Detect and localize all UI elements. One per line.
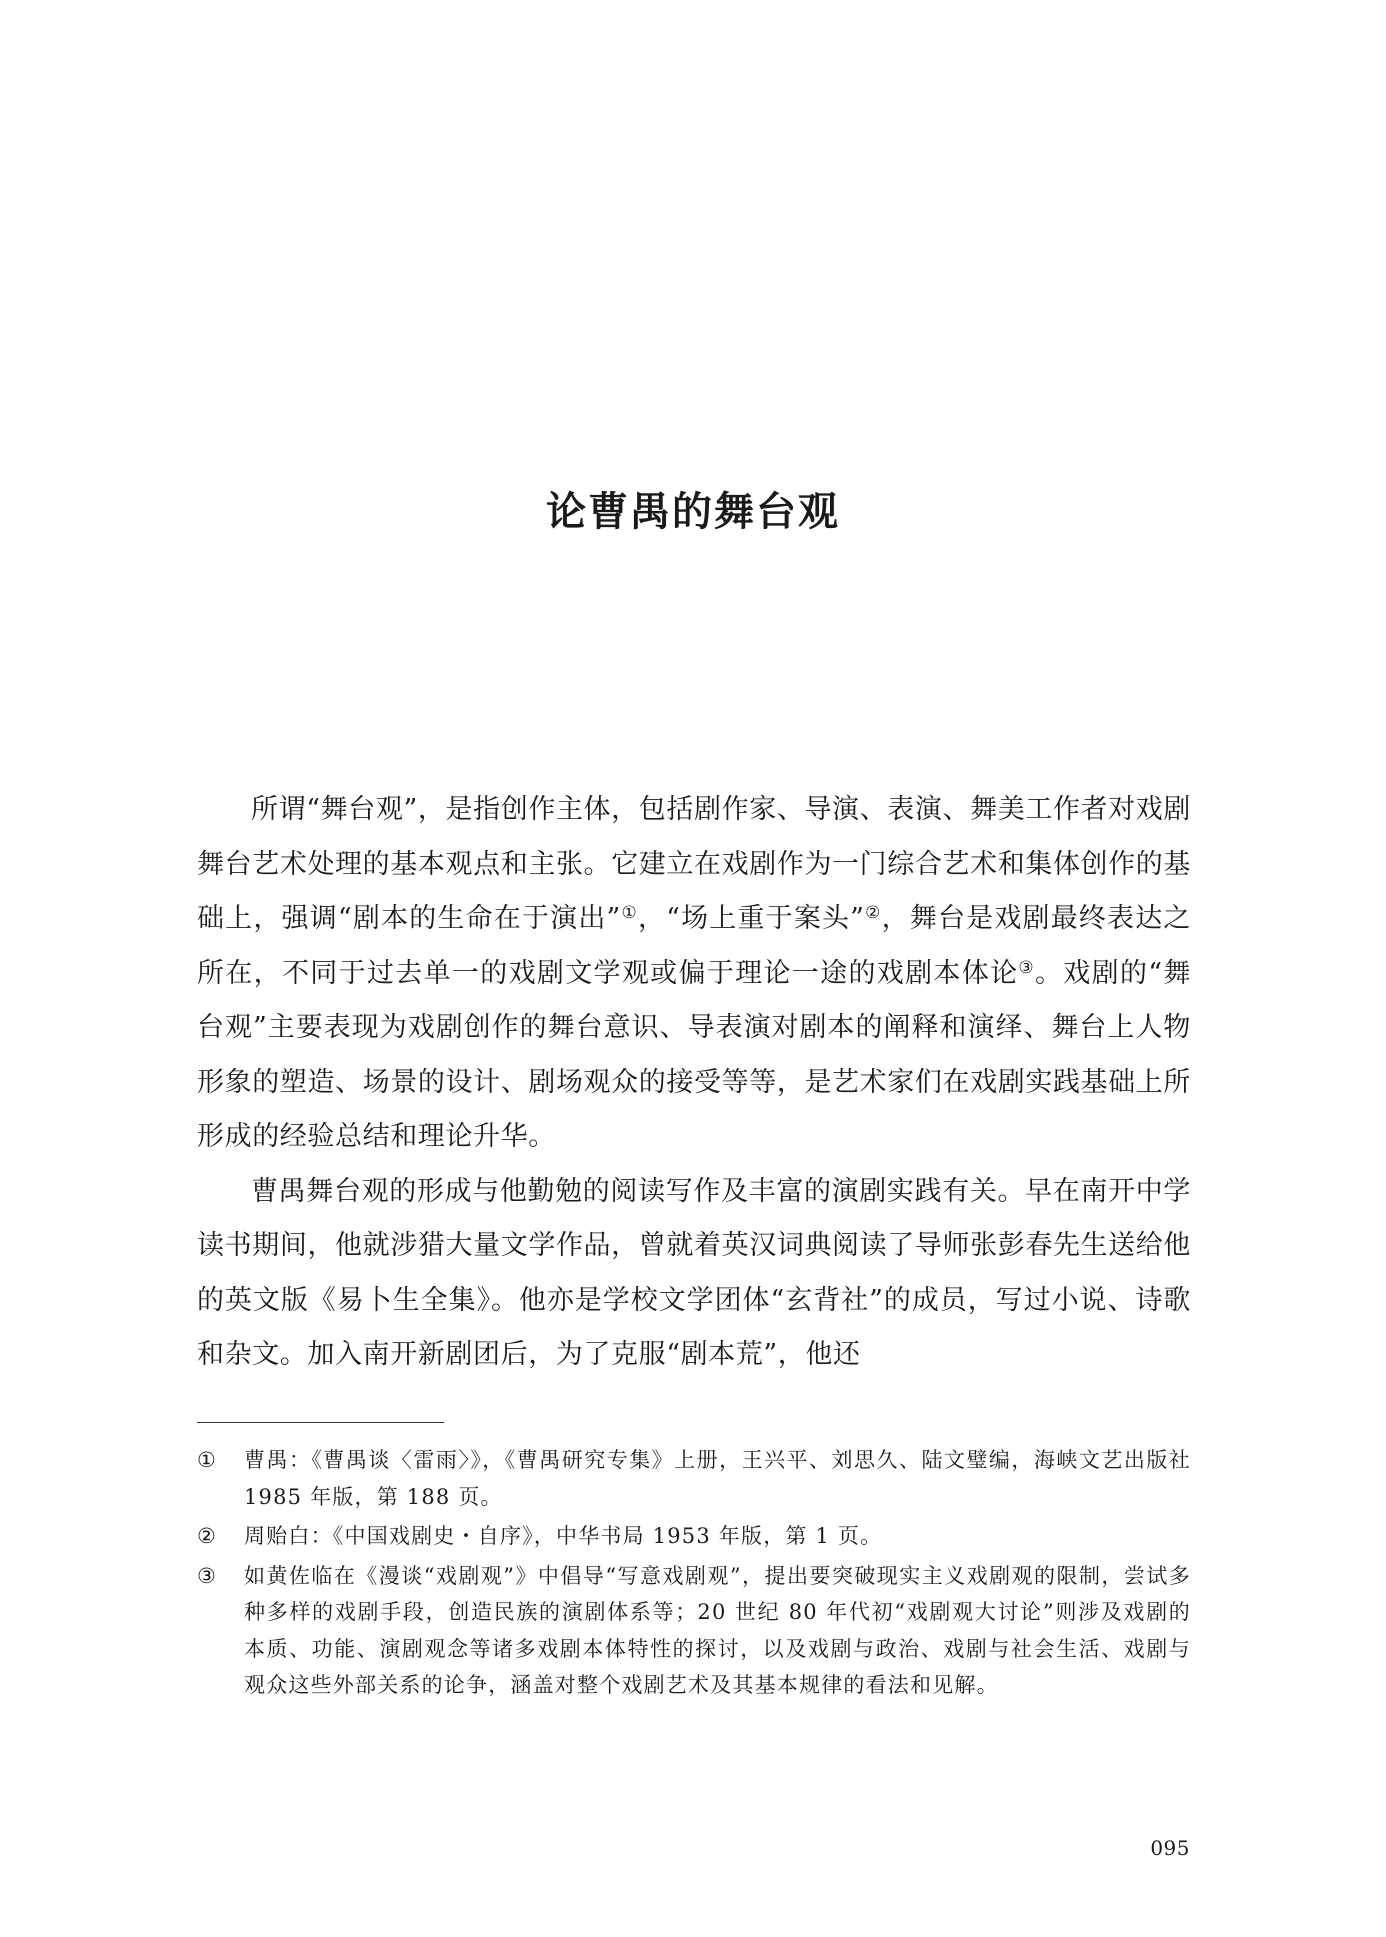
footnote-ref-2: ② xyxy=(864,903,882,923)
page-number: 095 xyxy=(1150,1836,1190,1860)
footnotes xyxy=(197,1442,1191,1707)
footnote-3 xyxy=(197,1558,1191,1704)
chapter-title: 论曹禺的舞台观 xyxy=(546,488,840,535)
footnote-3-text: 如黄佐临在《漫谈“戏剧观”》中倡导“写意戏剧观”，提出要突破现实主义戏剧观的限制，尝试多种多样的戏剧手段，创造民族的演剧体系等；20 世纪 80 年代初“戏剧观大讨论”则涉及戏剧的本质、功能、演剧观念等诸多戏剧本体特性的探讨，以及戏剧与政治、戏剧与社会生活、戏剧与观众这些外部关系的论争，涵盖对整个戏剧艺术及其基本规律的看法和见解。 xyxy=(244,1563,1191,1697)
footnote-2 xyxy=(197,1518,1191,1555)
footnote-2-mark: ② xyxy=(197,1524,218,1548)
footnote-ref-1: ① xyxy=(620,903,638,923)
footnote-1-mark: ① xyxy=(197,1448,218,1472)
footnote-divider xyxy=(197,1422,444,1423)
paragraph-1-segment-b: ，“场上重于案头” xyxy=(637,903,865,934)
body-paragraph-1 xyxy=(197,783,1191,1165)
body-text xyxy=(197,783,1191,1383)
footnote-1-text: 曹禺：《曹禺谈〈雷雨〉》，《曹禺研究专集》上册，王兴平、刘思久、陆文璧编，海峡文艺出版社 1985 年版，第 188 页。 xyxy=(244,1448,1191,1509)
paragraph-1-segment-d: 。戏剧的“舞台观”主要表现为戏剧创作的舞台意识、导表演对剧本的阐释和演绎、舞台上人物形象的塑造、场景的设计、剧场观众的接受等等，是艺术家们在戏剧实践基础上所形成的经验总结和理论升华。 xyxy=(197,957,1192,1152)
footnote-1 xyxy=(197,1442,1191,1515)
footnote-ref-3: ③ xyxy=(1018,957,1035,978)
paragraph-1-segment-a: 所谓“舞台观”，是指创作主体，包括剧作家、导演、表演、舞美工作者对戏剧舞台艺术处理的基本观点和主张。它建立在戏剧作为一门综合艺术和集体创作的基础上，强调“剧本的生命在于演出” xyxy=(197,794,1191,934)
body-paragraph-2: 曹禺舞台观的形成与他勤勉的阅读写作及丰富的演剧实践有关。早在南开中学读书期间，他就涉猎大量文学作品，曾就着英汉词典阅读了导师张彭春先生送给他的英文版《易卜生全集》。他亦是学校文学团体“玄背社”的成员，写过小说、诗歌和杂文。加入南开新剧团后，为了克服“剧本荒”，他还 xyxy=(197,1175,1191,1370)
footnote-2-text: 周贻白：《中国戏剧史・自序》，中华书局 1953 年版，第 1 页。 xyxy=(244,1524,883,1548)
paragraph-1-segment-c: ，舞台是戏剧最终表达之所在，不同于过去单一的戏剧文学观或偏于理论一途的戏剧本体论 xyxy=(197,903,1192,989)
footnote-3-mark: ③ xyxy=(197,1563,218,1588)
